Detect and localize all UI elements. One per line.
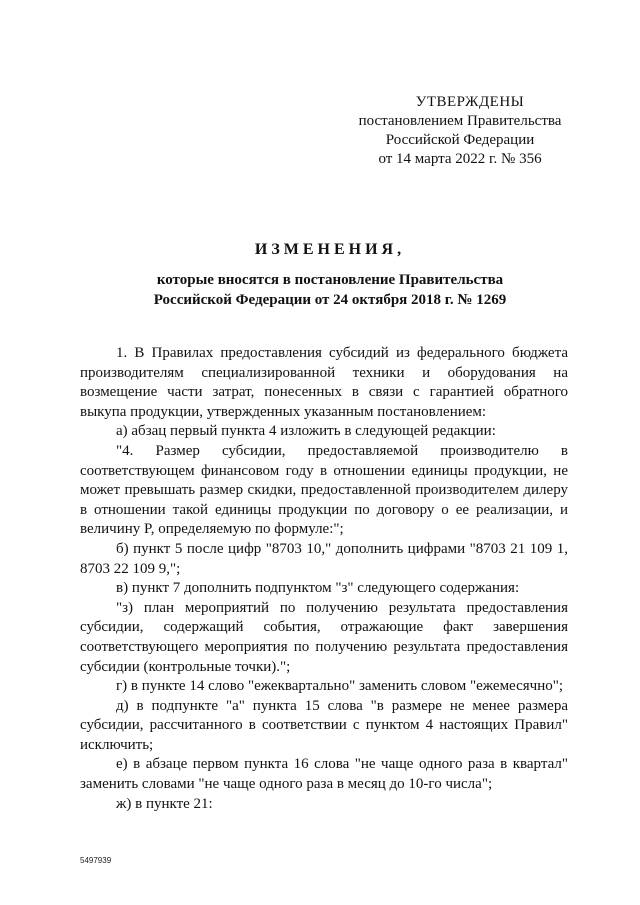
approval-line-2: Российской Федерации <box>385 132 535 148</box>
paragraph-b: б) пункт 5 после цифр "8703 10," дополнить цифрами "8703 21 109 1, 8703 22 109 9,"; <box>80 540 568 577</box>
document-body <box>80 344 568 814</box>
approval-line-1: постановлением Правительства <box>358 113 562 129</box>
paragraph-v-quote: "з) план мероприятий по получению результата предоставления субсидии, содержащий события, отражающие факт завершения соответствующего мероприятия по получению результата предоставления субсидии (контрольные точки)."; <box>80 599 568 675</box>
paragraph-d: д) в подпункте "а" пункта 15 слова "в размере не менее размера субсидии, рассчитанного в соответствии с пунктом 4 настоящих Правил" исключить; <box>80 697 568 753</box>
paragraph-1: 1. В Правилах предоставления субсидий из федерального бюджета производителям специализированной техники и оборудования на возмещение части затрат, понесенных в связи с гарантией обратного выкупа продукции, утвержденных указанным постановлением: <box>80 345 568 420</box>
paragraph-v: в) пункт 7 дополнить подпунктом "з" следующего содержания: <box>116 580 520 597</box>
document-subtitle-line-2: Российской Федерации от 24 октября 2018 г. № 1269 <box>153 292 507 308</box>
paragraph-a: а) абзац первый пункта 4 изложить в следующей редакции: <box>116 423 496 440</box>
document-title: ИЗМЕНЕНИЯ, <box>254 241 406 258</box>
document-subtitle-line-1: которые вносятся в постановление Правительства <box>156 272 504 288</box>
document-title-block <box>80 240 580 310</box>
paragraph-g: г) в пункте 14 слово "ежеквартально" заменить словом "ежемесячно"; <box>116 678 564 695</box>
paragraph-e: е) в абзаце первом пункта 16 слова "не чаще одного раза в квартал" заменить словами "не чаще одного раза в месяц до 10-го числа"; <box>80 756 568 793</box>
paragraph-zh: ж) в пункте 21: <box>116 795 213 812</box>
approval-line-3: от 14 марта 2022 г. № 356 <box>378 151 542 167</box>
footer-document-code: 5497939 <box>80 856 112 865</box>
approval-stamp <box>340 93 580 169</box>
paragraph-a-quote: "4. Размер субсидии, предоставляемой производителю в соответствующем финансовом году в отношении единицы продукции, не может превышать размер скидки, предоставленной производителем дилеру в отношении такой единицы продукции по договору о ее реализации, и величину P, определяемую по формуле:"; <box>80 442 568 538</box>
approval-heading: УТВЕРЖДЕНЫ <box>415 94 525 110</box>
